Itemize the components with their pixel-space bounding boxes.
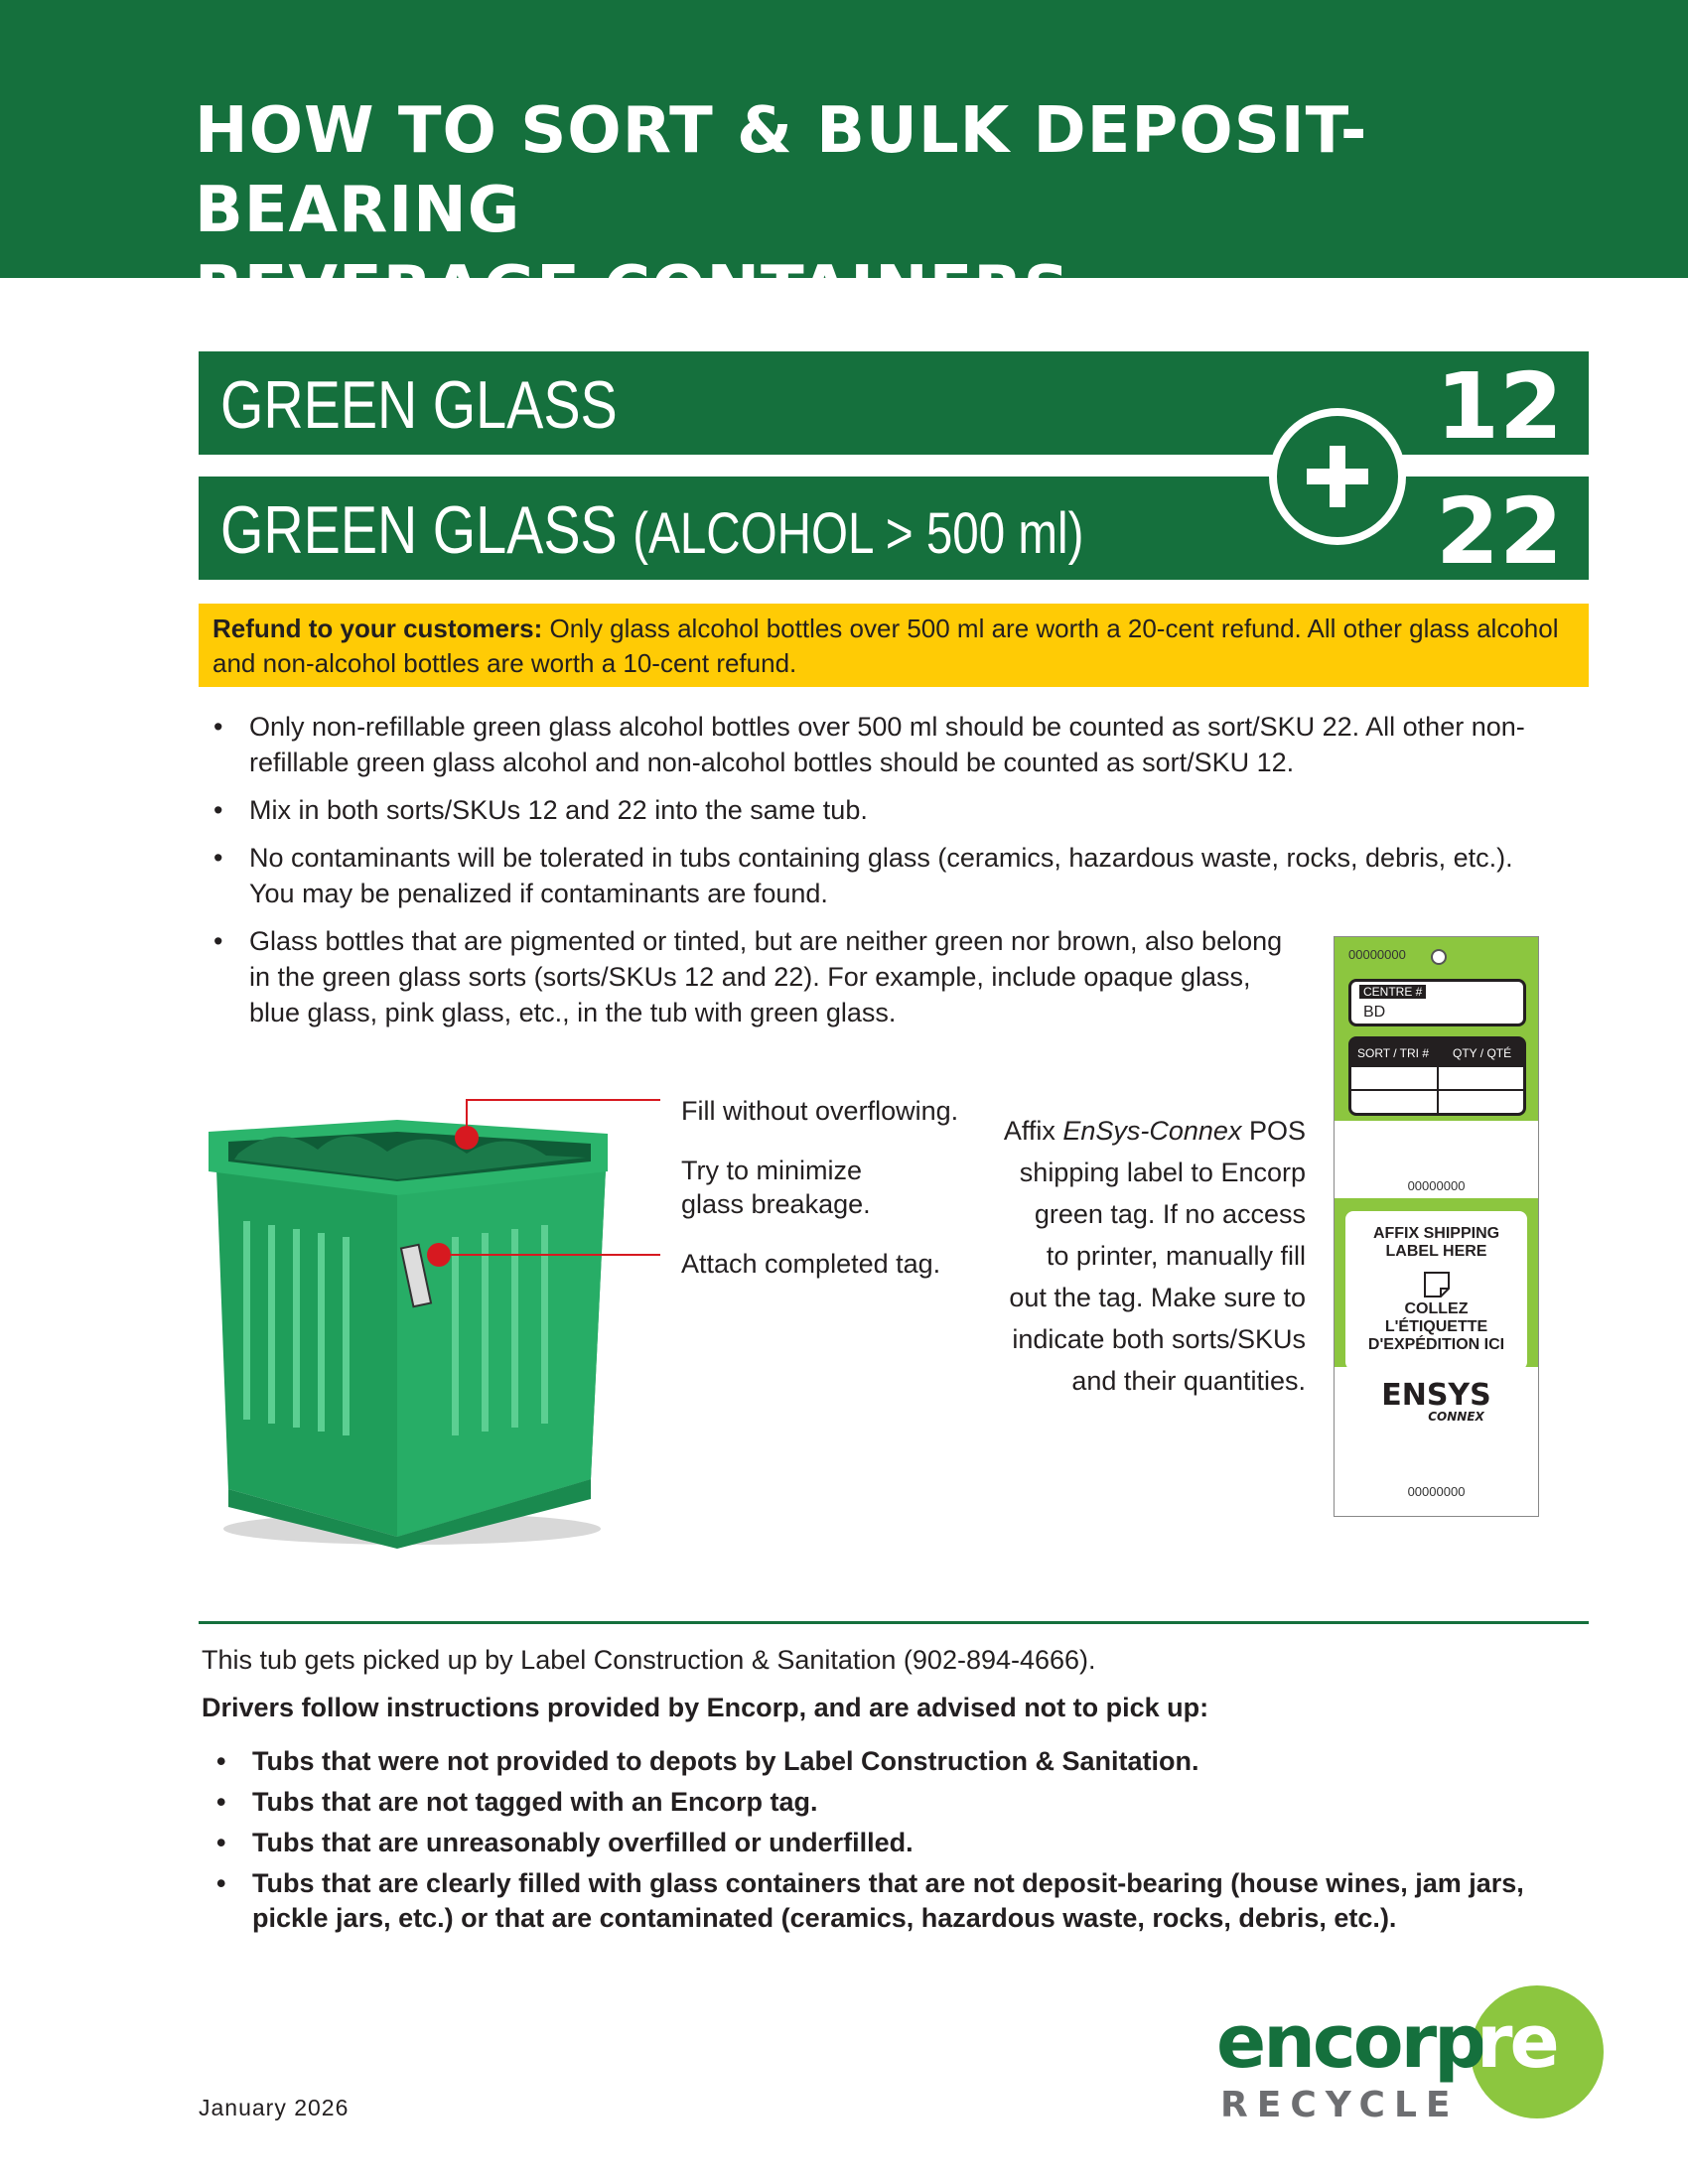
- sort-qualifier: (ALCOHOL > 500 ml): [633, 501, 1084, 566]
- encorp-logo: [1216, 1985, 1604, 2134]
- tag-affix-fr-2: L'ÉTIQUETTE: [1384, 1318, 1488, 1335]
- page-title-line1: HOW TO SORT & BULK DEPOSIT-BEARING: [195, 94, 1368, 247]
- list-item: • Tubs that are not tagged with an Encorp tag.: [216, 1785, 1597, 1820]
- drivers-heading: Drivers follow instructions provided by Encorp, and are advised not to pick up:: [202, 1693, 1209, 1722]
- tag-sort-qty-box: [1348, 1036, 1526, 1116]
- list-item: • Tubs that were not provided to depots by Label Construction & Sanitation.: [216, 1744, 1597, 1779]
- ensys-logo: ENSYS: [1381, 1378, 1491, 1413]
- callout-fill: Fill without overflowing.: [681, 1096, 959, 1126]
- list-item: • Tubs that are unreasonably overfilled or underfilled.: [216, 1826, 1597, 1860]
- sort-name: GREEN GLASS: [220, 492, 618, 568]
- ensys-logo-sub: CONNEX: [1428, 1410, 1484, 1424]
- tag-affix-fr-1: COLLEZ: [1404, 1300, 1469, 1317]
- callout-dot: [455, 1126, 479, 1150]
- callout-dot: [427, 1243, 451, 1267]
- sort-number: 22: [1435, 478, 1563, 585]
- tub-illustration: [199, 1092, 626, 1549]
- affix-brand: EnSys-Connex: [1062, 1116, 1242, 1146]
- encorp-tag: [1334, 936, 1539, 1517]
- logo-re: re: [1477, 1999, 1557, 2085]
- affix-line: to printer, manually fill: [1046, 1241, 1306, 1271]
- tag-affix-area: [1345, 1211, 1527, 1370]
- logo-recycle: RECYCLE: [1220, 2085, 1460, 2125]
- sort-title: [220, 494, 1083, 570]
- page-title-line2: BEVERAGE CONTAINERS: [195, 253, 1070, 327]
- refund-text: Only glass alcohol bottles over 500 ml are worth a 20-cent refund. All other glass alcohol and non-alcohol bottles are worth a 10-cent refund.: [212, 614, 1559, 678]
- affix-instructions: [993, 1110, 1306, 1402]
- affix-line: POS: [1248, 1116, 1306, 1146]
- tag-serial-bottom: 00000000: [1407, 1484, 1466, 1499]
- list-item: • No contaminants will be tolerated in tubs containing glass (ceramics, hazardous waste, rocks, debris, etc.). You may be penalized if contaminants are found.: [213, 840, 1564, 911]
- tag-serial: 00000000: [1348, 947, 1406, 962]
- plus-icon: [1269, 408, 1406, 545]
- list-item: • Glass bottles that are pigmented or tinted, but are neither green nor brown, also belong in the green glass sorts (sorts/SKUs 12 and 22). For example, include opaque glass, blue glass, pink glass, etc., in the tub with green glass.: [213, 923, 1302, 1030]
- tag-affix-fr-3: D'EXPÉDITION ICI: [1367, 1336, 1505, 1353]
- callout-breakage-line1: Try to minimize: [681, 1156, 863, 1185]
- tag-qty-label: QTY / QTÉ: [1453, 1046, 1512, 1060]
- affix-line: and their quantities.: [1071, 1366, 1306, 1396]
- callout-line: [440, 1254, 660, 1256]
- callout-breakage: [681, 1154, 871, 1221]
- affix-line: shipping label to Encorp: [1019, 1158, 1306, 1187]
- pickup-text: This tub gets picked up by Label Construction & Sanitation (902-894-4666).: [202, 1645, 1096, 1675]
- affix-line: indicate both sorts/SKUs: [1012, 1324, 1306, 1354]
- list-item: • Mix in both sorts/SKUs 12 and 22 into the same tub.: [213, 792, 1564, 828]
- callout-line: [466, 1099, 660, 1101]
- tag-hole-icon: [1431, 949, 1447, 965]
- affix-line: out the tag. Make sure to: [1009, 1283, 1306, 1312]
- label-corner-icon: [1421, 1269, 1453, 1300]
- callout-breakage-line2: glass breakage.: [681, 1189, 871, 1219]
- tag-centre-label: CENTRE #: [1359, 985, 1426, 999]
- list-item: • Only non-refillable green glass alcohol bottles over 500 ml should be counted as sort/SKU 22. All other non-refillable green glass alcohol and non-alcohol bottles should be counted as sort/SKU 12.: [213, 709, 1564, 780]
- affix-prefix: Affix: [1003, 1116, 1063, 1146]
- tag-top-panel: [1335, 937, 1538, 1121]
- tag-sort-label: SORT / TRI #: [1357, 1046, 1430, 1060]
- tag-centre-box: [1348, 979, 1526, 1026]
- sort-name: GREEN GLASS: [220, 367, 618, 443]
- refund-notice: [199, 604, 1589, 687]
- tag-affix-en-2: LABEL HERE: [1385, 1243, 1487, 1260]
- sort-title: [220, 369, 618, 441]
- callout-tag: Attach completed tag.: [681, 1249, 941, 1279]
- header-banner: [0, 0, 1688, 327]
- tag-serial-mid: 00000000: [1407, 1178, 1466, 1193]
- tag-centre-value: BD: [1363, 1004, 1386, 1021]
- sort-number: 12: [1435, 353, 1563, 460]
- publication-date: January 2026: [199, 2095, 350, 2120]
- section-divider: [199, 1621, 1589, 1624]
- refund-label: Refund to your customers:: [212, 614, 543, 643]
- logo-wordmark: encorp: [1216, 1999, 1484, 2085]
- page-title: [195, 91, 1688, 330]
- affix-line: green tag. If no access: [1034, 1199, 1306, 1229]
- pickup-exclusion-list: [216, 1744, 1597, 1942]
- tag-affix-en-1: AFFIX SHIPPING: [1372, 1225, 1500, 1242]
- list-item: • Tubs that are clearly filled with glass containers that are not deposit-bearing (house wines, jam jars, pickle jars, etc.) or that are contaminated (ceramics, hazardous waste, rocks, debris, etc.).: [216, 1866, 1597, 1936]
